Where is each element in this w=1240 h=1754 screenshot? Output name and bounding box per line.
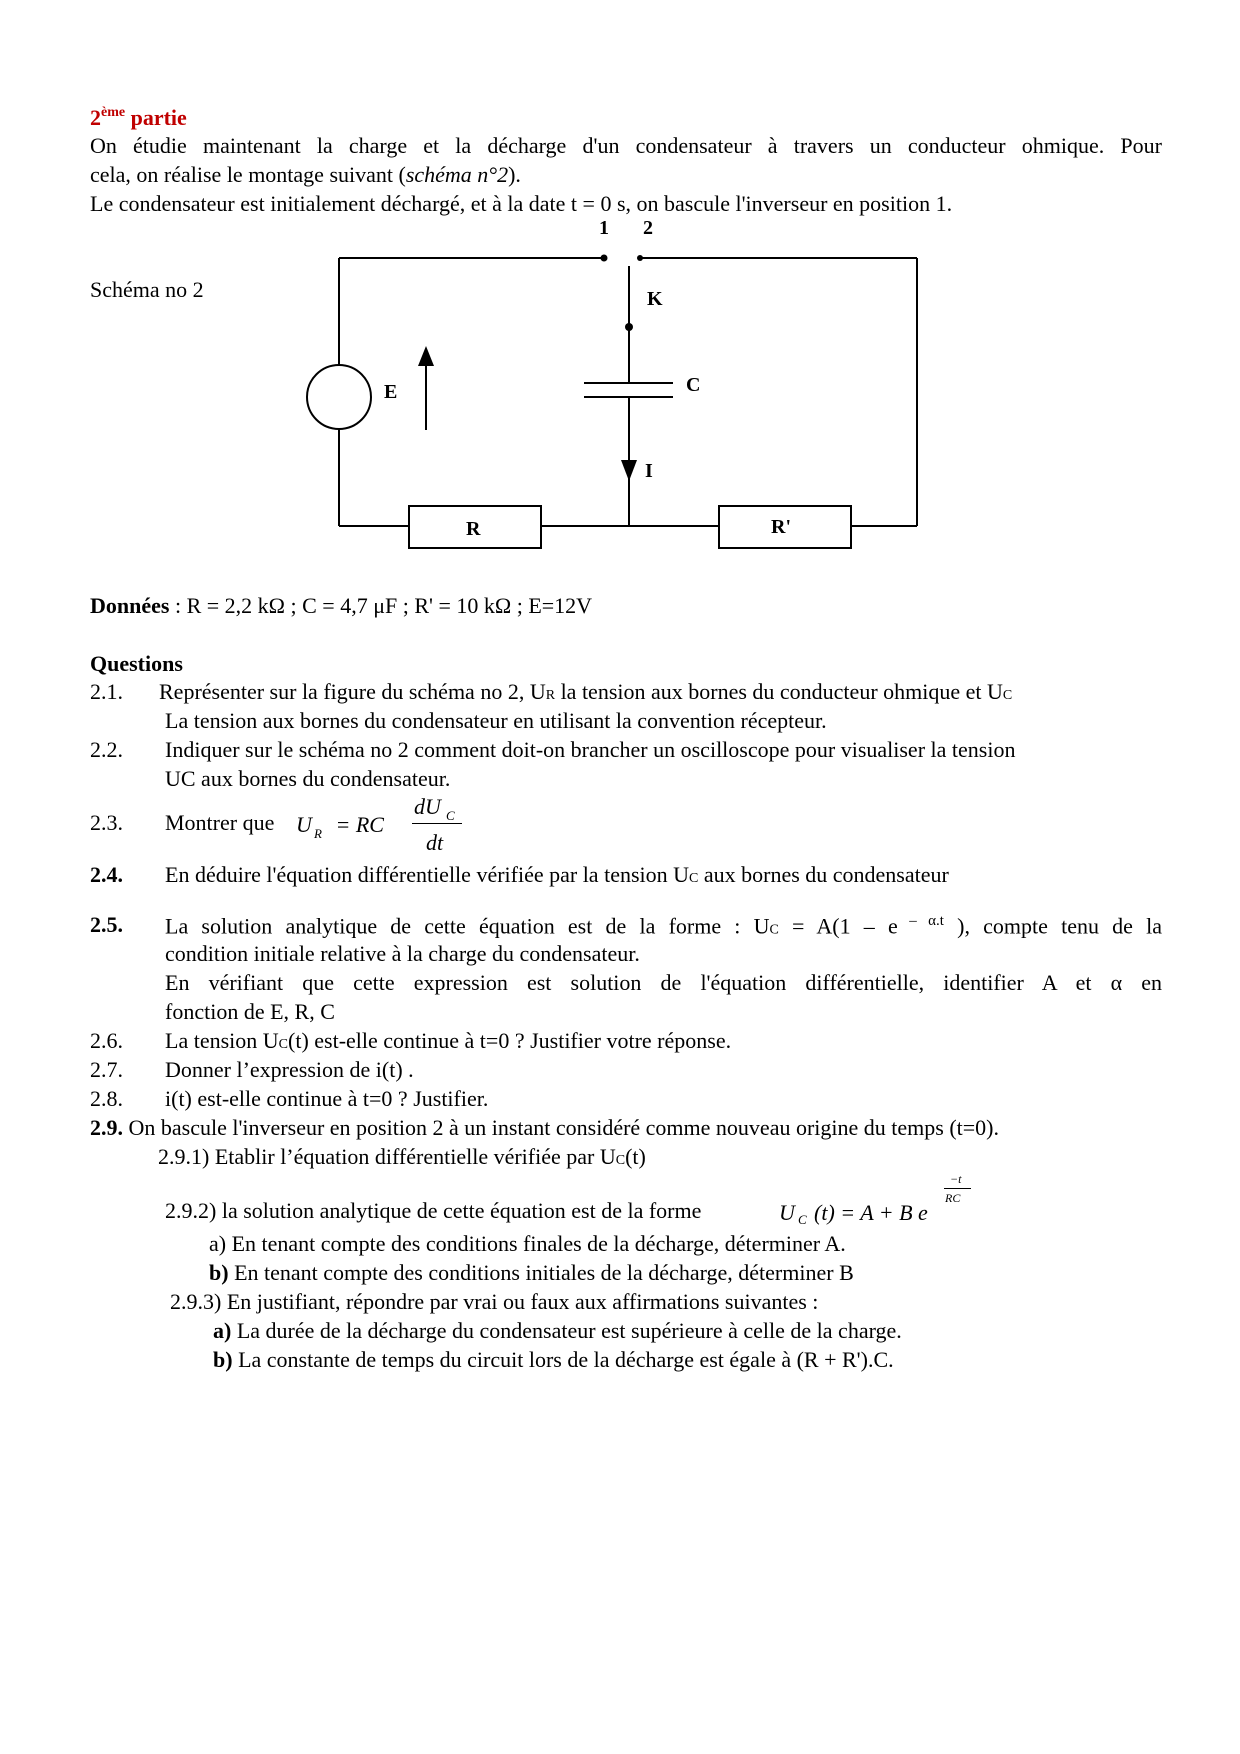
q93-line: 2.9.3) En justifiant, répondre par vrai ou faux aux affirmations suivantes :	[170, 1289, 819, 1314]
q6-sub: C	[278, 1037, 288, 1052]
q2-line-1: Indiquer sur le schéma no 2 comment doit-on brancher un oscilloscope pour visualiser la tension	[165, 737, 1016, 762]
q6-number: 2.6.	[90, 1028, 123, 1053]
label-switch-k: K	[647, 288, 663, 310]
q93b-label: b)	[213, 1347, 233, 1372]
donnees-values: : R = 2,2 kΩ ; C = 4,7 μF ; R' = 10 kΩ ; E=12V	[169, 593, 593, 618]
q92-eq-exp-den: RC	[945, 1191, 961, 1205]
label-pos-2: 2	[643, 217, 653, 239]
q1-number: 2.1.	[90, 679, 123, 704]
q3-eq-lhs-sub: R	[314, 826, 322, 841]
q93b-text: La constante de temps du circuit lors de la décharge est égale à (R + R').C.	[232, 1347, 894, 1372]
contact-2-dot	[637, 255, 643, 261]
contact-1-dot	[601, 255, 608, 262]
q3-eq-fraction-bar	[412, 823, 462, 824]
q9-line	[90, 1117, 999, 1139]
q1-line-1-a: Représenter sur la figure du schéma no 2, U	[159, 679, 546, 704]
q5-l1-sub: C	[769, 922, 779, 938]
label-resistor-r-prime: R'	[771, 516, 791, 538]
q92b-text: En tenant compte des conditions initiales de la décharge, déterminer B	[228, 1260, 854, 1285]
q1-line-1-b: la tension aux bornes du conducteur ohmique et U	[555, 679, 1003, 704]
q3-eq-denominator: dt	[426, 830, 444, 855]
q1-line-2: La tension aux bornes du condensateur en utilisant la convention récepteur.	[165, 708, 827, 733]
label-capacitor-c: C	[686, 374, 701, 396]
q2-number: 2.2.	[90, 737, 123, 762]
schema-caption: Schéma no 2	[90, 277, 204, 302]
q3-text: Montrer que	[165, 810, 275, 835]
q3-number: 2.3.	[90, 810, 123, 835]
intro-line-3: Le condensateur est initialement déchargé, et à la date t = 0 s, on bascule l'inverseur en position 1.	[90, 191, 953, 216]
q93a-line	[213, 1320, 902, 1342]
donnees-line	[90, 595, 592, 617]
q6-line	[165, 1030, 731, 1052]
q92-eq-lhs-sub: C	[798, 1212, 807, 1227]
q7-line: Donner l’expression de i(t) .	[165, 1057, 414, 1082]
q3-eq-rhs: = RC	[330, 812, 384, 837]
q5-number: 2.5.	[90, 912, 123, 937]
q5-line-3: En vérifiant que cette expression est solution de l'équation différentielle, identifier A et α en	[165, 970, 1162, 995]
intro-line-2-italic: schéma n°2	[405, 162, 509, 187]
q5-line-4: fonction de E, R, C	[165, 999, 335, 1024]
label-current-i: I	[645, 460, 653, 482]
q4-a: En déduire l'équation différentielle vérifiée par la tension U	[165, 862, 690, 887]
q1-line-1	[159, 681, 1012, 703]
q3-eq-numerator-sub: C	[446, 808, 455, 823]
q3-eq-lhs: U	[296, 812, 312, 837]
q6-a: La tension U	[165, 1028, 279, 1053]
heading-word: partie	[130, 105, 187, 130]
q5-line-1	[165, 914, 1162, 937]
q91-line	[158, 1146, 646, 1168]
q93a-label: a)	[213, 1318, 232, 1343]
q4-line	[165, 864, 949, 886]
q8-number: 2.8.	[90, 1086, 123, 1111]
q92b-label: b)	[209, 1260, 229, 1285]
q91-a: 2.9.1) Etablir l’équation différentielle vérifiée par U	[158, 1144, 616, 1169]
q9-text: On bascule l'inverseur en position 2 à un instant considéré comme nouveau origine du temps (t=0).	[123, 1115, 999, 1140]
voltage-source	[307, 365, 371, 429]
q92-equation	[779, 1172, 979, 1232]
q93a-text: La durée de la décharge du condensateur est supérieure à celle de la charge.	[231, 1318, 902, 1343]
q4-b: aux bornes du condensateur	[698, 862, 949, 887]
q93b-line	[213, 1349, 894, 1371]
q92-eq-mid: (t) = A + B e	[814, 1200, 928, 1225]
q9-number: 2.9.	[90, 1115, 123, 1140]
q7-number: 2.7.	[90, 1057, 123, 1082]
q2-line-2: UC aux bornes du condensateur.	[165, 766, 451, 791]
q92-eq-lhs: U	[779, 1200, 795, 1225]
label-pos-1: 1	[599, 217, 609, 239]
q6-b: (t) est-elle continue à t=0 ? Justifier votre réponse.	[288, 1028, 732, 1053]
intro-line-1: On étudie maintenant la charge et la décharge d'un condensateur à travers un conducteur ohmique. Pour	[90, 133, 1162, 158]
q92b-line	[209, 1262, 854, 1284]
intro-line-2-b: ).	[508, 162, 521, 187]
heading-number: 2	[90, 105, 101, 130]
q5-l1-a: La solution analytique de cette équation est de la forme : U	[165, 913, 770, 939]
heading-ordinal: ème	[101, 105, 126, 120]
questions-title: Questions	[90, 651, 183, 676]
q91-sub: C	[615, 1153, 626, 1168]
label-source-e: E	[384, 381, 398, 403]
switch-pivot-dot	[625, 323, 633, 331]
label-resistor-r: R	[466, 518, 481, 540]
q92-eq-exp-bar	[944, 1188, 971, 1189]
circuit-diagram	[0, 0, 1240, 600]
q5-l1-b: = A(1 – e	[778, 913, 898, 939]
donnees-label: Données	[90, 593, 170, 618]
voltage-arrowhead	[418, 346, 434, 366]
intro-line-2-a: cela, on réalise le montage suivant (	[90, 162, 406, 187]
q1-sub-r: R	[545, 688, 556, 703]
q91-b: (t)	[625, 1144, 646, 1169]
q92-line: 2.9.2) la solution analytique de cette équation est de la forme	[165, 1198, 702, 1223]
q8-line: i(t) est-elle continue à t=0 ? Justifier.	[165, 1086, 489, 1111]
q5-l1-sup: – α.t	[897, 913, 944, 929]
current-arrowhead	[621, 460, 637, 481]
q4-sub: C	[689, 871, 699, 886]
q92-eq-exp-num: −t	[950, 1172, 962, 1186]
q1-sub-c: C	[1002, 688, 1013, 703]
q5-line-2: condition initiale relative à la charge du condensateur.	[165, 941, 640, 966]
q3-equation	[296, 796, 466, 858]
q4-number: 2.4.	[90, 862, 123, 887]
q92a-line: a) En tenant compte des conditions finales de la décharge, déterminer A.	[209, 1231, 846, 1256]
q3-eq-numerator: dU	[414, 794, 441, 819]
q5-l1-c: ), compte tenu de la	[943, 913, 1162, 939]
